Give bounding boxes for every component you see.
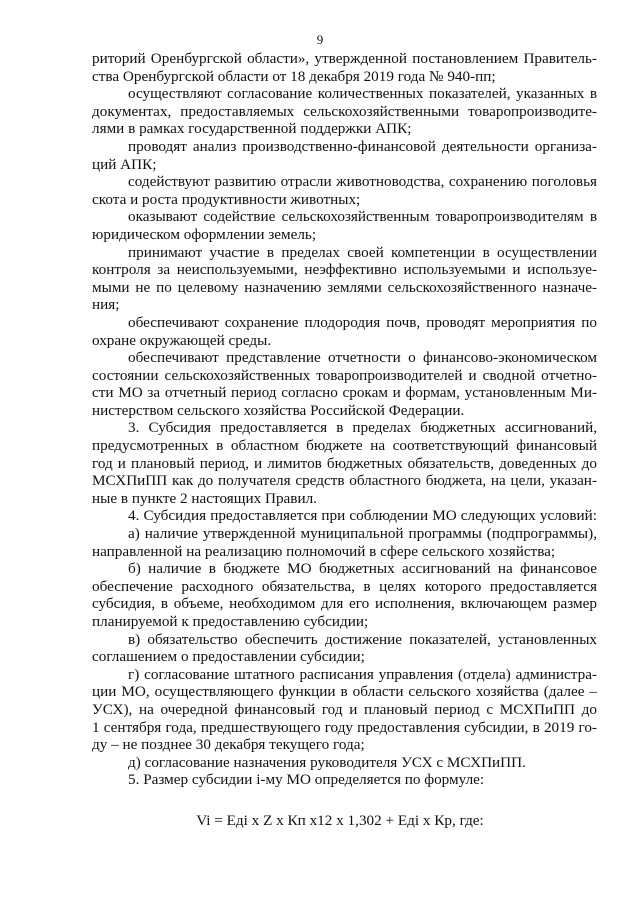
text-line: соглашением о предоставлении субсидии; <box>92 648 365 666</box>
text-line: оказывают содействие сельскохозяйственным товаропроизводителям в <box>128 208 597 226</box>
text-line: год и плановый период, и лимитов бюджетных обязательств, доведенных до <box>92 454 597 472</box>
text-line: обеспечивают представление отчетности о финансово-экономическом <box>128 349 597 367</box>
text-line: нистерством сельского хозяйства Российской Федерации. <box>92 401 465 419</box>
text-line: проводят анализ производственно-финансовой деятельности организа- <box>128 137 597 155</box>
text-line: субсидия, в объеме, необходимом для его исполнения, включающем размер <box>92 595 597 613</box>
text-line: УСХ), на очередной финансовый год и плановый период с МСХПиПП до <box>92 700 597 718</box>
text-line: документах, предоставляемых сельскохозяйственными товаропроизводите- <box>92 102 597 120</box>
text-line: г) согласование штатного расписания управления (отдела) администра- <box>128 665 597 683</box>
text-line: предусмотренных в областном бюджете на соответствующий финансовый <box>92 437 597 455</box>
text-line: 3. Субсидия предоставляется в пределах бюджетных ассигнований, <box>128 419 597 437</box>
text-line: охране окружающей среды. <box>92 331 272 349</box>
text-line: сти МО за отчетный период согласно срокам и формам, установленным Ми- <box>92 384 597 402</box>
text-line: юридическом оформлении земель; <box>92 225 317 243</box>
text-line: ния; <box>92 296 120 314</box>
text-line: принимают участие в пределах своей компетенции в осуществлении <box>128 243 597 261</box>
formula: Vi = Eдi x Z x Кп x12 x 1,302 + Eдi x Кр, где: <box>196 812 484 829</box>
text-line: в) обязательство обеспечить достижение показателей, установленных <box>128 630 597 648</box>
text-line: ные в пункте 2 настоящих Правил. <box>92 489 317 507</box>
text-line: 4. Субсидия предоставляется при соблюдении МО следующих условий: <box>128 507 597 525</box>
text-line: осуществляют согласование количественных показателей, указанных в <box>128 85 597 103</box>
text-line: д) согласование назначения руководителя УСХ с МСХПиПП. <box>128 753 526 771</box>
document-body <box>92 50 597 789</box>
text-line: 1 сентября года, предшествующего году предоставления субсидии, в 2019 го- <box>92 718 597 736</box>
text-line: ства Оренбургской области от 18 декабря 2019 года № 940-пп; <box>92 67 496 85</box>
text-line: контроля за неиспользуемыми, неэффективно используемыми и используе- <box>92 261 597 279</box>
text-line: б) наличие в бюджете МО бюджетных ассигнований на финансовое <box>128 560 597 578</box>
text-line: а) наличие утвержденной муниципальной программы (подпрограммы), <box>128 525 597 543</box>
page-number: 9 <box>316 32 324 47</box>
text-line: риторий Оренбургской области», утвержденной постановлением Правитель- <box>92 50 597 67</box>
text-line: направленной на реализацию полномочий в сфере сельского хозяйства; <box>92 542 556 560</box>
text-line: 5. Размер субсидии i-му МО определяется по формуле: <box>128 771 485 789</box>
text-line: ций АПК; <box>92 155 157 173</box>
text-line: лями в рамках государственной поддержки АПК; <box>92 120 412 138</box>
text-line: планируемой к предоставлению субсидии; <box>92 613 369 630</box>
text-line: МСХПиПП как до получателя средств областного бюджета, на цели, указан- <box>92 472 597 490</box>
text-line: состоянии сельскохозяйственных товаропроизводителей и сводной отчетно- <box>92 366 597 384</box>
text-line: мыми не по целевому назначению землями сельскохозяйственного назначе- <box>92 278 597 296</box>
text-line: обеспечивают сохранение плодородия почв, проводят мероприятия по <box>128 313 597 331</box>
text-line: скота и роста продуктивности животных; <box>92 190 361 208</box>
text-line: ду – не позднее 30 декабря текущего года; <box>92 736 365 754</box>
text-line: ции МО, осуществляющего функции в области сельского хозяйства (далее – <box>92 683 597 701</box>
text-line: содействуют развитию отрасли животноводства, сохранению поголовья <box>128 173 597 191</box>
text-line: обеспечение расходного обязательства, в целях которого предоставляется <box>92 577 597 595</box>
